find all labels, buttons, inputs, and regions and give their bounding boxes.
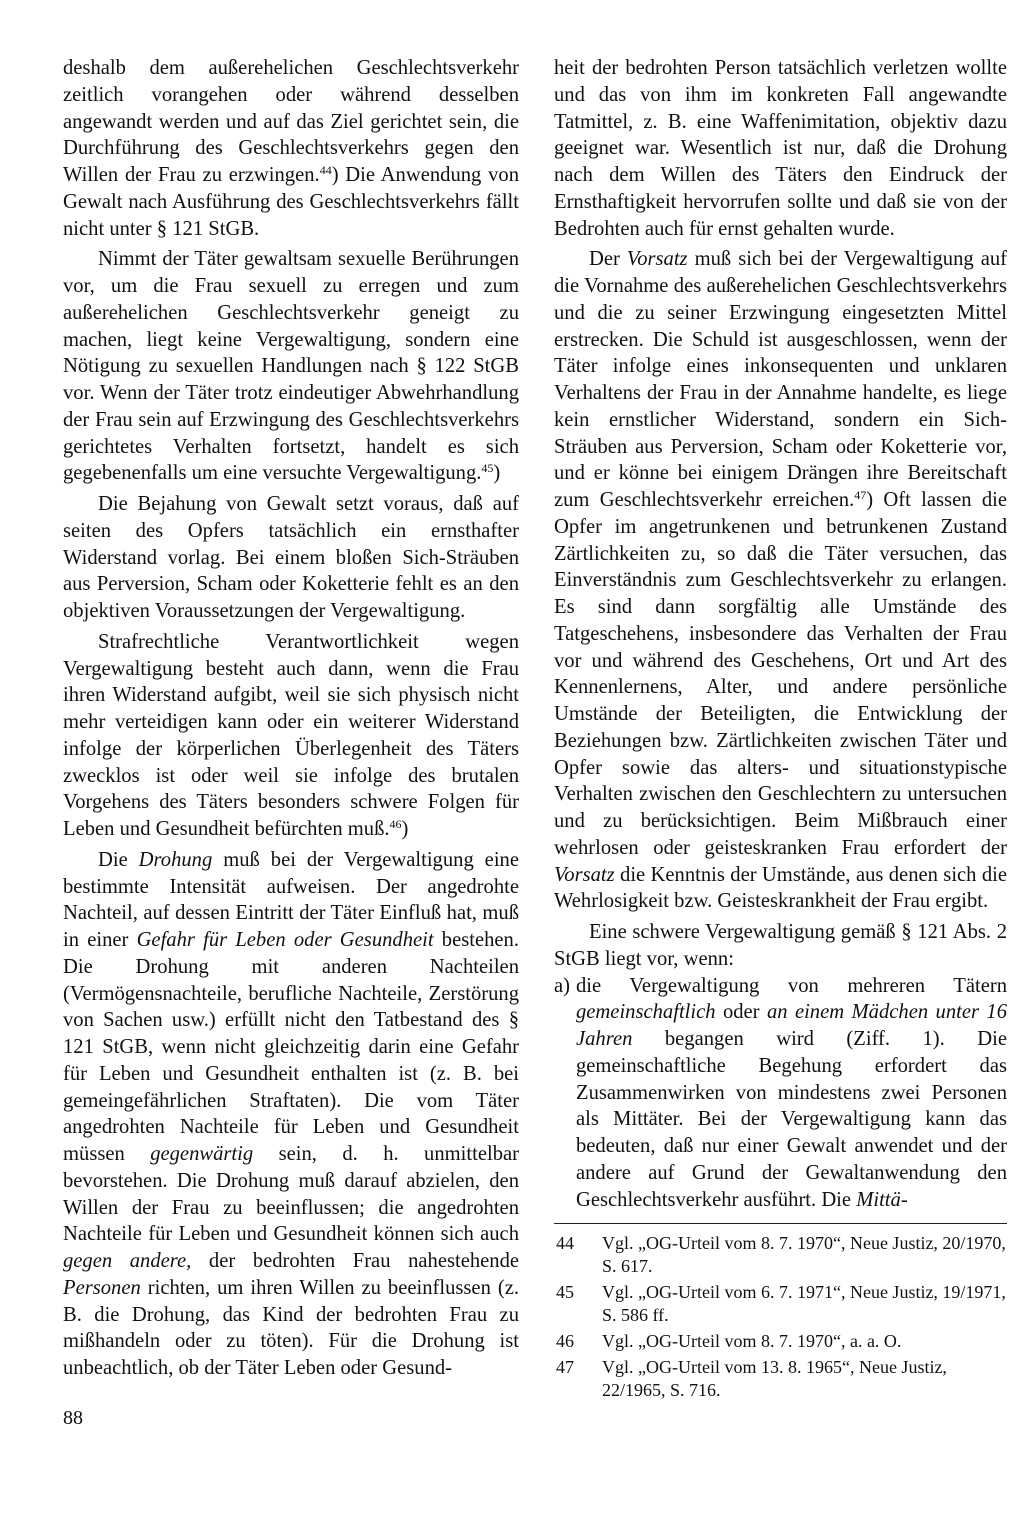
right-column: [554, 55, 1007, 1405]
footnote-text: Vgl. „OG-Urteil vom 8. 7. 1970“, Neue Justiz, 20/1970, S. 617.: [602, 1233, 1006, 1277]
footnote: [554, 1232, 1007, 1278]
emphasis: gegenwärtig: [150, 1143, 254, 1165]
footnote-text: Vgl. „OG-Urteil vom 8. 7. 1970“, a. a. O.: [602, 1331, 902, 1352]
emphasis: Mittä-: [856, 1188, 908, 1211]
footnote-number: 44: [556, 1233, 574, 1254]
footnote: [554, 1281, 1007, 1327]
footnote-number: 47: [556, 1357, 574, 1378]
footnotes: [554, 1223, 1007, 1402]
paragraph: Strafrechtliche Verantwortlichkeit wegen Vergewaltigung besteht auch dann, wenn die Frau ihren Widerstand aufgibt, weil sie sich physisch nicht mehr verteidigen kann oder ein weiterer Widerstand infolge der körperlichen Überlegenheit des Täters zwecklos ist oder weil sie infolge des brutalen Vorgehens des Täters besonders schwere Folgen für Leben und Gesundheit befürchten muß.$^{46}$): [63, 630, 519, 840]
emphasis: Drohung: [138, 848, 213, 871]
footnote-ref: 44: [319, 163, 332, 177]
emphasis: Gefahr für Leben oder Gesundheit: [136, 929, 434, 951]
paragraph: Eine schwere Vergewaltigung gemäß § 121 Abs. 2 StGB liegt vor, wenn:: [554, 921, 1007, 970]
emphasis: gemeinschaftlich: [576, 1001, 716, 1024]
footnote: [554, 1330, 1007, 1353]
list-item: a) die Vergewaltigung von mehreren Tätern gemeinschaftlich oder an einem Mädchen unter 16 Jahren begangen wird (Ziff. 1). Die gemeinschaftliche Begehung erfordert das Zusammenwirken von mindestens zwei Personen als Mittäter. Bei der Vergewaltigung kann das bedeuten, daß nur einer Gewalt anwendet und der andere auf Grund der Gewaltanwendung den Geschlechtsverkehr ausführt. Die Mittä-: [554, 974, 1008, 1211]
footnote-text: Vgl. „OG-Urteil vom 13. 8. 1965“, Neue Justiz, 22/1965, S. 716.: [602, 1357, 947, 1401]
paragraph: deshalb dem außerehelichen Geschlechtsverkehr zeitlich vorangehen oder während desselben angewandt werden und auf das Ziel gerichtet sein, die Durchführung des Geschlechtsverkehrs gegen den Willen der Frau zu erzwingen.$^{44}$) Die Anwendung von Gewalt nach Ausführung des Geschlechtsverkehrs fällt nicht unter § 121 StGB.: [63, 57, 519, 240]
emphasis: Vorsatz: [554, 863, 615, 886]
emphasis: an einem Mädchen unter 16 Jahren: [576, 1001, 1008, 1050]
paragraph: heit der bedrohten Person tatsächlich verletzen wollte und das von ihm im konkreten Fall angewandte Tatmittel, z. B. eine Waffenimitation, objektiv dazu geeignet war. Wesentlich ist nur, daß die Drohung nach dem Willen des Täters den Eindruck der Ernsthaftigkeit hervorrufen sollte und daß sie von der Bedrohten auch für ernst gehalten wurde.: [554, 57, 1007, 240]
footnote-ref: 47: [854, 488, 867, 502]
footnote-text: Vgl. „OG-Urteil vom 6. 7. 1971“, Neue Justiz, 19/1971, S. 586 ff.: [602, 1282, 1006, 1326]
emphasis: gegen andere,: [63, 1250, 192, 1272]
list-label: a): [554, 974, 570, 997]
footnote-ref: 46: [389, 817, 402, 831]
left-column: [63, 55, 519, 1382]
paragraph: Der Vorsatz muß sich bei der Vergewaltigung auf die Vornahme des außerehelichen Geschlechtsverkehrs und die zu seiner Erzwingung eingesetzten Mittel erstrecken. Die Schuld ist ausgeschlossen, wenn der Täter infolge eines inkonsequenten und unklaren Verhaltens der Frau in der Annahme handelte, es liege kein ernstlicher Widerstand, sondern ein Sich-Sträuben aus Perversion, Scham oder Koketterie vor, und er könne bei einigem Drängen ihre Bereitschaft zum Geschlechtsverkehr erreichen.$^{47}$) Oft lassen die Opfer im angetrunkenen und betrunkenen Zustand Zärtlichkeiten zu, so daß die Täter versuchen, das Einverständnis zum Geschlechtsverkehr zu erlangen. Es sind dann sorgfältig alle Umstände des Tatgeschehens, insbesondere das Verhalten der Frau vor und während des Geschehens, Ort und Art des Kennenlernens, Alter, und andere persönliche Umstände der Beteiligten, die Entwicklung der Beziehungen bzw. Zärtlichkeiten zwischen Täter und Opfer sowie das alters- und situationstypische Verhalten zwischen den Geschlechtern zu untersuchen und zu berücksichtigen. Beim Mißbrauch einer wehrlosen oder geisteskranken Frau erfordert der Vorsatz die Kenntnis der Umstände, aus denen sich die Wehrlosigkeit bzw. Geisteskrankheit der Frau ergibt.: [554, 248, 1007, 913]
page-number: 88: [63, 1407, 83, 1429]
paragraph: Die Drohung muß bei der Vergewaltigung eine bestimmte Intensität aufweisen. Der angedrohte Nachteil, auf dessen Eintritt der Täter Einfluß hat, muß in einer Gefahr für Leben oder Gesundheit bestehen. Die Drohung mit anderen Nachteilen (Vermögensnachteile, berufliche Nachteile, Zerstörung von Sachen usw.) erfüllt nicht den Tatbestand des § 121 StGB, wenn nicht gleichzeitig darin eine Gefahr für Leben und Gesundheit enthalten ist (z. B. bei gemeingefährlichen Straftaten). Die vom Täter angedrohten Nachteile für Leben und Gesundheit müssen gegenwärtig sein, d. h. unmittelbar bevorstehen. Die Drohung muß darauf abzielen, den Willen der Frau zu beeinflussen; die angedrohten Nachteile für Leben und Gesundheit können sich auch gegen andere, der bedrohten Frau nahestehende Personen richten, um ihren Willen zu beeinflussen (z. B. die Drohung, das Kind der bedrohten Frau zu mißhandeln oder zu töten). Für die Drohung ist unbeachtlich, ob der Täter Leben oder Gesund-: [63, 848, 520, 1379]
footnote: [554, 1356, 1007, 1402]
footnote-ref: 45: [481, 461, 494, 476]
paragraph: Nimmt der Täter gewaltsam sexuelle Berührungen vor, um die Frau sexuell zu erregen und zum außerehelichen Geschlechtsverkehr geneigt zu machen, liegt keine Vergewaltigung, sondern eine Nötigung zu sexuellen Handlungen nach § 122 StGB vor. Wenn der Täter trotz eindeutiger Abwehrhandlung der Frau sein auf Erzwingung des Geschlechtsverkehrs gerichtetes Verhalten fortsetzt, handelt es sich gegebenenfalls um eine versuchte Vergewaltigung.$^{45}$): [63, 248, 519, 485]
footnote-number: 45: [556, 1282, 574, 1303]
emphasis: Personen: [63, 1276, 141, 1299]
paragraph: Die Bejahung von Gewalt setzt voraus, daß auf seiten des Opfers tatsächlich ein ernsthafter Widerstand vorlag. Bei einem bloßen Sich-Sträuben aus Perversion, Scham oder Koketterie fehlt es an den objektiven Voraussetzungen der Vergewaltigung.: [63, 493, 519, 622]
emphasis: Vorsatz: [626, 248, 688, 271]
footnote-number: 46: [556, 1331, 574, 1352]
